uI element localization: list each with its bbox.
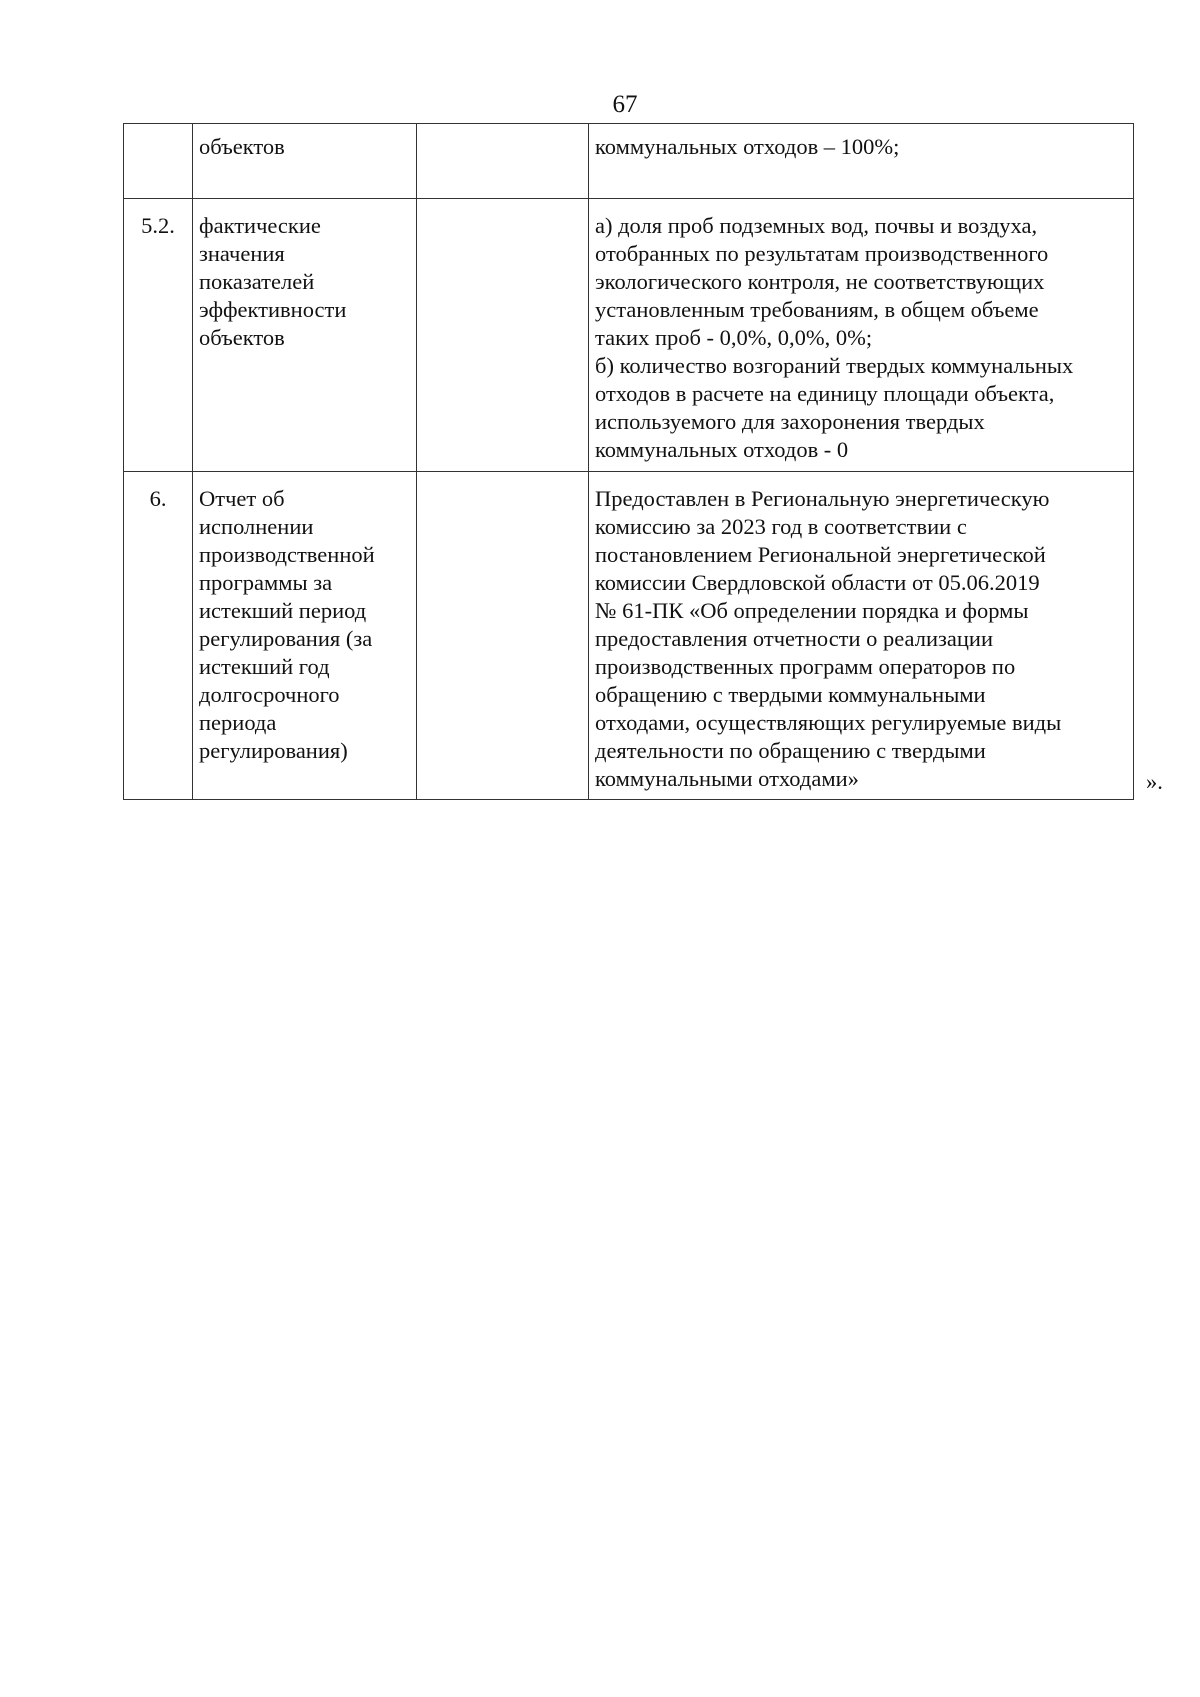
- row-name-cell: фактические значения показателей эффективности объектов: [193, 199, 417, 472]
- table-row: [124, 472, 1134, 800]
- row-number-cell: [124, 124, 193, 199]
- indicators-table: [123, 123, 1134, 800]
- row-name-cell: Отчет об исполнении производственной программы за истекший период регулирования (за истекший год долгосрочного периода регулирования): [193, 472, 417, 800]
- row-empty-cell: [417, 124, 589, 199]
- table-row: [124, 124, 1134, 199]
- row-value-cell: а) доля проб подземных вод, почвы и воздуха, отобранных по результатам производственного экологического контроля, не соответствующих установленным требованиям, в общем объеме таких проб - 0,0%, 0,0%, 0%; б) количество возгораний твердых коммунальных отходов в расчете на единицу площади объекта, используемого для захоронения твердых коммунальных отходов - 0: [589, 199, 1134, 472]
- row-value-cell: коммунальных отходов – 100%;: [589, 124, 1134, 199]
- row-number-cell: 6.: [124, 472, 193, 800]
- row-name-cell: объектов: [193, 124, 417, 199]
- table-row: [124, 199, 1134, 472]
- row-number-cell: 5.2.: [124, 199, 193, 472]
- row-empty-cell: [417, 472, 589, 800]
- closing-quote: ».: [1146, 769, 1163, 794]
- page-number: 67: [612, 91, 638, 118]
- row-value-cell: Предоставлен в Региональную энергетическую комиссию за 2023 год в соответствии с постановлением Региональной энергетической комиссии Свердловской области от 05.06.2019 № 61-ПК «Об определении порядка и формы предоставления отчетности о реализации производственных программ операторов по обращению с твердыми коммунальными отходами, осуществляющих регулируемые виды деятельности по обращению с твердыми коммунальными отходами»: [589, 472, 1134, 800]
- row-empty-cell: [417, 199, 589, 472]
